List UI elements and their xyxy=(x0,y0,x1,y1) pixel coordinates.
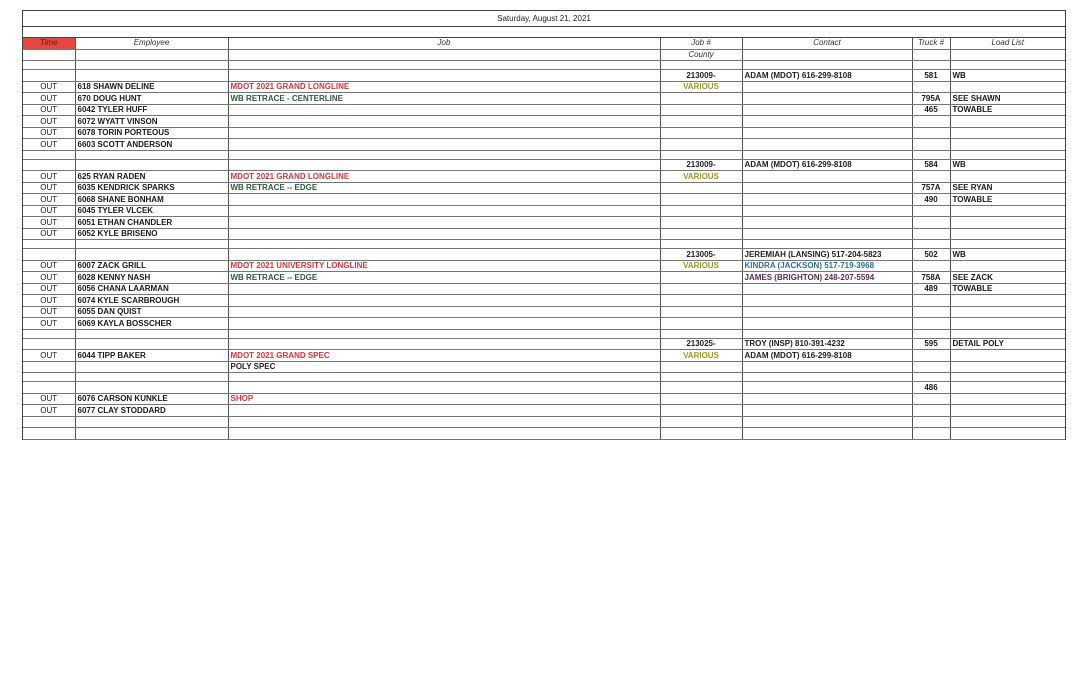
job-number-cell: VARIOUS xyxy=(660,171,742,183)
truck-cell xyxy=(912,171,950,183)
table-row xyxy=(23,93,1065,105)
separator-cell xyxy=(912,329,950,338)
crew-separator xyxy=(23,329,1065,338)
employee-cell: 6007 ZACK GRILL xyxy=(75,260,228,272)
load-list-cell xyxy=(950,350,1065,362)
employee-cell: 625 RYAN RADEN xyxy=(75,171,228,183)
contact-cell xyxy=(742,104,912,116)
job-cell xyxy=(228,283,660,295)
table-row xyxy=(23,228,1065,240)
contact-cell xyxy=(742,93,912,105)
header-employee: Employee xyxy=(75,38,228,49)
table-row xyxy=(23,416,1065,428)
time-cell: OUT xyxy=(23,182,75,194)
header-truck: Truck # xyxy=(912,38,950,49)
table-row xyxy=(23,361,1065,373)
employee-cell: 6052 KYLE BRISENO xyxy=(75,228,228,240)
time-cell: OUT xyxy=(23,318,75,330)
header-sub-empty xyxy=(228,49,660,61)
truck-cell xyxy=(912,217,950,229)
table-row xyxy=(23,338,1065,350)
truck-cell: 490 xyxy=(912,194,950,206)
separator-cell xyxy=(950,150,1065,159)
table-row xyxy=(23,318,1065,330)
employee-cell: 6051 ETHAN CHANDLER xyxy=(75,217,228,229)
job-cell: POLY SPEC xyxy=(228,361,660,373)
job-cell xyxy=(228,249,660,261)
contact-cell xyxy=(742,405,912,417)
time-cell xyxy=(23,428,75,440)
time-cell: OUT xyxy=(23,306,75,318)
employee-cell: 6035 KENDRICK SPARKS xyxy=(75,182,228,194)
separator-cell xyxy=(23,373,75,382)
job-number-cell xyxy=(660,116,742,128)
separator-cell xyxy=(23,240,75,249)
truck-cell xyxy=(912,127,950,139)
job-cell: MDOT 2021 GRAND SPEC xyxy=(228,350,660,362)
job-cell: MDOT 2021 GRAND LONGLINE xyxy=(228,171,660,183)
contact-cell xyxy=(742,228,912,240)
contact-cell xyxy=(742,393,912,405)
time-cell: OUT xyxy=(23,205,75,217)
time-cell: OUT xyxy=(23,194,75,206)
contact-cell: JEREMIAH (LANSING) 517-204-5823 xyxy=(742,249,912,261)
truck-cell: 757A xyxy=(912,182,950,194)
schedule-body xyxy=(23,61,1065,440)
load-list-cell xyxy=(950,81,1065,93)
load-list-cell xyxy=(950,382,1065,394)
job-cell xyxy=(228,318,660,330)
header-contact: Contact xyxy=(742,38,912,49)
separator-cell xyxy=(23,329,75,338)
job-number-cell xyxy=(660,428,742,440)
job-cell xyxy=(228,428,660,440)
table-row xyxy=(23,350,1065,362)
truck-cell: 795A xyxy=(912,93,950,105)
separator-cell xyxy=(228,61,660,70)
separator-cell xyxy=(742,240,912,249)
job-cell: WB RETRACE -- EDGE xyxy=(228,272,660,284)
sheet-title: Saturday, August 21, 2021 xyxy=(23,10,1065,27)
contact-cell xyxy=(742,116,912,128)
table-row xyxy=(23,70,1065,82)
job-number-cell xyxy=(660,205,742,217)
time-cell: OUT xyxy=(23,228,75,240)
truck-cell xyxy=(912,350,950,362)
job-cell xyxy=(228,338,660,350)
time-cell: OUT xyxy=(23,405,75,417)
time-cell: OUT xyxy=(23,350,75,362)
load-list-cell: SEE RYAN xyxy=(950,182,1065,194)
separator-cell xyxy=(950,373,1065,382)
load-list-cell xyxy=(950,405,1065,417)
table-row xyxy=(23,306,1065,318)
job-number-cell xyxy=(660,93,742,105)
separator-cell xyxy=(660,61,742,70)
table-row xyxy=(23,272,1065,284)
employee-cell: 6078 TORIN PORTEOUS xyxy=(75,127,228,139)
job-cell xyxy=(228,194,660,206)
job-number-cell xyxy=(660,127,742,139)
job-cell xyxy=(228,416,660,428)
job-number-cell: 213025- xyxy=(660,338,742,350)
load-list-cell xyxy=(950,260,1065,272)
truck-cell xyxy=(912,428,950,440)
table-row xyxy=(23,283,1065,295)
header-sub-empty xyxy=(950,49,1065,61)
separator-cell xyxy=(950,61,1065,70)
contact-cell: ADAM (MDOT) 616-299-8108 xyxy=(742,159,912,171)
table-row xyxy=(23,249,1065,261)
job-cell xyxy=(228,139,660,151)
time-cell xyxy=(23,338,75,350)
job-number-cell xyxy=(660,416,742,428)
table-row xyxy=(23,260,1065,272)
table-row xyxy=(23,428,1065,440)
table-row xyxy=(23,159,1065,171)
separator-cell xyxy=(23,150,75,159)
separator-cell xyxy=(912,61,950,70)
job-cell xyxy=(228,295,660,307)
contact-cell xyxy=(742,361,912,373)
header-county: County xyxy=(660,49,742,61)
contact-cell xyxy=(742,283,912,295)
truck-cell xyxy=(912,205,950,217)
header-sub-empty xyxy=(75,49,228,61)
job-cell: WB RETRACE - CENTERLINE xyxy=(228,93,660,105)
load-list-cell xyxy=(950,295,1065,307)
time-cell: OUT xyxy=(23,171,75,183)
load-list-cell xyxy=(950,393,1065,405)
contact-cell xyxy=(742,171,912,183)
table-row xyxy=(23,81,1065,93)
job-cell xyxy=(228,104,660,116)
table-row xyxy=(23,405,1065,417)
employee-cell xyxy=(75,159,228,171)
separator-cell xyxy=(228,373,660,382)
time-cell: OUT xyxy=(23,139,75,151)
load-list-cell: TOWABLE xyxy=(950,283,1065,295)
job-cell xyxy=(228,70,660,82)
employee-cell: 6074 KYLE SCARBROUGH xyxy=(75,295,228,307)
job-cell xyxy=(228,159,660,171)
contact-cell xyxy=(742,416,912,428)
load-list-cell xyxy=(950,428,1065,440)
employee-cell: 670 DOUG HUNT xyxy=(75,93,228,105)
truck-cell xyxy=(912,318,950,330)
separator-cell xyxy=(75,150,228,159)
contact-cell xyxy=(742,306,912,318)
truck-cell xyxy=(912,405,950,417)
truck-cell xyxy=(912,260,950,272)
time-cell xyxy=(23,249,75,261)
contact-cell xyxy=(742,139,912,151)
separator-cell xyxy=(228,240,660,249)
job-cell xyxy=(228,205,660,217)
time-cell xyxy=(23,382,75,394)
header-time: Time xyxy=(23,38,75,49)
truck-cell xyxy=(912,228,950,240)
truck-cell: 489 xyxy=(912,283,950,295)
employee-cell: 6076 CARSON KUNKLE xyxy=(75,393,228,405)
header-sub-empty xyxy=(742,49,912,61)
table-row xyxy=(23,205,1065,217)
time-cell: OUT xyxy=(23,104,75,116)
employee-cell xyxy=(75,70,228,82)
load-list-cell: TOWABLE xyxy=(950,104,1065,116)
truck-cell xyxy=(912,393,950,405)
employee-cell xyxy=(75,428,228,440)
job-number-cell: VARIOUS xyxy=(660,81,742,93)
job-number-cell xyxy=(660,382,742,394)
time-cell: OUT xyxy=(23,127,75,139)
job-number-cell xyxy=(660,306,742,318)
separator-cell xyxy=(75,373,228,382)
job-cell xyxy=(228,228,660,240)
table-row xyxy=(23,382,1065,394)
table-row xyxy=(23,295,1065,307)
load-list-cell: WB xyxy=(950,159,1065,171)
separator-cell xyxy=(660,150,742,159)
truck-cell xyxy=(912,116,950,128)
load-list-cell xyxy=(950,205,1065,217)
time-cell xyxy=(23,70,75,82)
employee-cell: 6069 KAYLA BOSSCHER xyxy=(75,318,228,330)
table-row xyxy=(23,194,1065,206)
truck-cell: 584 xyxy=(912,159,950,171)
job-cell xyxy=(228,306,660,318)
contact-cell: KINDRA (JACKSON) 517-719-3968 xyxy=(742,260,912,272)
contact-cell xyxy=(742,382,912,394)
schedule-table xyxy=(23,38,1065,440)
truck-cell: 595 xyxy=(912,338,950,350)
truck-cell xyxy=(912,416,950,428)
truck-cell xyxy=(912,139,950,151)
time-cell: OUT xyxy=(23,393,75,405)
employee-cell xyxy=(75,249,228,261)
job-number-cell xyxy=(660,283,742,295)
job-cell xyxy=(228,405,660,417)
employee-cell xyxy=(75,382,228,394)
separator-cell xyxy=(742,373,912,382)
contact-cell: ADAM (MDOT) 616-299-8108 xyxy=(742,70,912,82)
crew-separator xyxy=(23,150,1065,159)
truck-cell: 465 xyxy=(912,104,950,116)
header-subrow xyxy=(23,49,1065,61)
crew-separator xyxy=(23,373,1065,382)
job-cell xyxy=(228,127,660,139)
job-cell: MDOT 2021 UNIVERSITY LONGLINE xyxy=(228,260,660,272)
contact-cell xyxy=(742,217,912,229)
header-load-list: Load List xyxy=(950,38,1065,49)
load-list-cell: WB xyxy=(950,249,1065,261)
truck-cell xyxy=(912,81,950,93)
employee-cell: 6077 CLAY STODDARD xyxy=(75,405,228,417)
load-list-cell xyxy=(950,361,1065,373)
truck-cell xyxy=(912,306,950,318)
employee-cell: 6603 SCOTT ANDERSON xyxy=(75,139,228,151)
crew-separator xyxy=(23,61,1065,70)
time-cell xyxy=(23,416,75,428)
time-cell xyxy=(23,361,75,373)
job-number-cell xyxy=(660,139,742,151)
contact-cell xyxy=(742,127,912,139)
job-cell xyxy=(228,382,660,394)
table-row xyxy=(23,182,1065,194)
employee-cell: 6056 CHANA LAARMAN xyxy=(75,283,228,295)
separator-cell xyxy=(742,61,912,70)
table-row xyxy=(23,393,1065,405)
time-cell: OUT xyxy=(23,81,75,93)
job-cell: MDOT 2021 GRAND LONGLINE xyxy=(228,81,660,93)
job-number-cell: 213009- xyxy=(660,159,742,171)
header-sub-empty xyxy=(23,49,75,61)
truck-cell: 581 xyxy=(912,70,950,82)
employee-cell: 6028 KENNY NASH xyxy=(75,272,228,284)
header-row xyxy=(23,38,1065,49)
time-cell: OUT xyxy=(23,116,75,128)
time-cell: OUT xyxy=(23,283,75,295)
employee-cell: 6055 DAN QUIST xyxy=(75,306,228,318)
employee-cell: 6068 SHANE BONHAM xyxy=(75,194,228,206)
separator-cell xyxy=(660,373,742,382)
job-cell xyxy=(228,217,660,229)
job-cell xyxy=(228,116,660,128)
header-job: Job xyxy=(228,38,660,49)
separator-cell xyxy=(912,373,950,382)
load-list-cell: DETAIL POLY xyxy=(950,338,1065,350)
table-row xyxy=(23,139,1065,151)
contact-cell xyxy=(742,295,912,307)
load-list-cell: SEE SHAWN xyxy=(950,93,1065,105)
table-row xyxy=(23,171,1065,183)
truck-cell: 486 xyxy=(912,382,950,394)
schedule-sheet xyxy=(22,10,1066,440)
table-row xyxy=(23,217,1065,229)
job-number-cell: 213005- xyxy=(660,249,742,261)
employee-cell xyxy=(75,416,228,428)
contact-cell xyxy=(742,428,912,440)
job-number-cell xyxy=(660,393,742,405)
load-list-cell xyxy=(950,217,1065,229)
separator-cell xyxy=(23,61,75,70)
separator-cell xyxy=(228,150,660,159)
job-number-cell xyxy=(660,217,742,229)
time-cell: OUT xyxy=(23,217,75,229)
table-row xyxy=(23,116,1065,128)
employee-cell: 6072 WYATT VINSON xyxy=(75,116,228,128)
load-list-cell: WB xyxy=(950,70,1065,82)
separator-cell xyxy=(228,329,660,338)
job-number-cell xyxy=(660,295,742,307)
job-number-cell xyxy=(660,194,742,206)
separator-cell xyxy=(660,329,742,338)
load-list-cell: SEE ZACK xyxy=(950,272,1065,284)
separator-cell xyxy=(75,240,228,249)
separator-cell xyxy=(950,240,1065,249)
contact-cell: JAMES (BRIGHTON) 248-207-5594 xyxy=(742,272,912,284)
separator-cell xyxy=(660,240,742,249)
table-row xyxy=(23,127,1065,139)
contact-cell xyxy=(742,318,912,330)
job-cell: SHOP xyxy=(228,393,660,405)
title-spacer xyxy=(23,27,1065,38)
separator-cell xyxy=(75,61,228,70)
job-number-cell xyxy=(660,318,742,330)
truck-cell xyxy=(912,361,950,373)
time-cell: OUT xyxy=(23,93,75,105)
contact-cell xyxy=(742,194,912,206)
employee-cell: 6045 TYLER VLCEK xyxy=(75,205,228,217)
load-list-cell xyxy=(950,171,1065,183)
separator-cell xyxy=(950,329,1065,338)
load-list-cell xyxy=(950,116,1065,128)
crew-separator xyxy=(23,240,1065,249)
employee-cell: 618 SHAWN DELINE xyxy=(75,81,228,93)
separator-cell xyxy=(742,150,912,159)
load-list-cell: TOWABLE xyxy=(950,194,1065,206)
time-cell: OUT xyxy=(23,272,75,284)
separator-cell xyxy=(75,329,228,338)
contact-cell: TROY (INSP) 810-391-4232 xyxy=(742,338,912,350)
employee-cell: 6044 TIPP BAKER xyxy=(75,350,228,362)
separator-cell xyxy=(912,150,950,159)
load-list-cell xyxy=(950,416,1065,428)
job-number-cell xyxy=(660,272,742,284)
job-cell: WB RETRACE -- EDGE xyxy=(228,182,660,194)
separator-cell xyxy=(912,240,950,249)
job-number-cell: VARIOUS xyxy=(660,260,742,272)
header-sub-empty xyxy=(912,49,950,61)
separator-cell xyxy=(742,329,912,338)
contact-cell xyxy=(742,182,912,194)
job-number-cell: 213009- xyxy=(660,70,742,82)
job-number-cell xyxy=(660,104,742,116)
load-list-cell xyxy=(950,306,1065,318)
header-job-no: Job # xyxy=(660,38,742,49)
job-number-cell xyxy=(660,182,742,194)
contact-cell xyxy=(742,81,912,93)
time-cell xyxy=(23,159,75,171)
load-list-cell xyxy=(950,318,1065,330)
job-number-cell xyxy=(660,228,742,240)
time-cell: OUT xyxy=(23,260,75,272)
load-list-cell xyxy=(950,139,1065,151)
truck-cell xyxy=(912,295,950,307)
load-list-cell xyxy=(950,228,1065,240)
employee-cell xyxy=(75,338,228,350)
table-row xyxy=(23,104,1065,116)
contact-cell: ADAM (MDOT) 616-299-8108 xyxy=(742,350,912,362)
job-number-cell xyxy=(660,361,742,373)
contact-cell xyxy=(742,205,912,217)
load-list-cell xyxy=(950,127,1065,139)
job-number-cell xyxy=(660,405,742,417)
truck-cell: 502 xyxy=(912,249,950,261)
employee-cell xyxy=(75,361,228,373)
employee-cell: 6042 TYLER HUFF xyxy=(75,104,228,116)
time-cell: OUT xyxy=(23,295,75,307)
truck-cell: 758A xyxy=(912,272,950,284)
job-number-cell: VARIOUS xyxy=(660,350,742,362)
